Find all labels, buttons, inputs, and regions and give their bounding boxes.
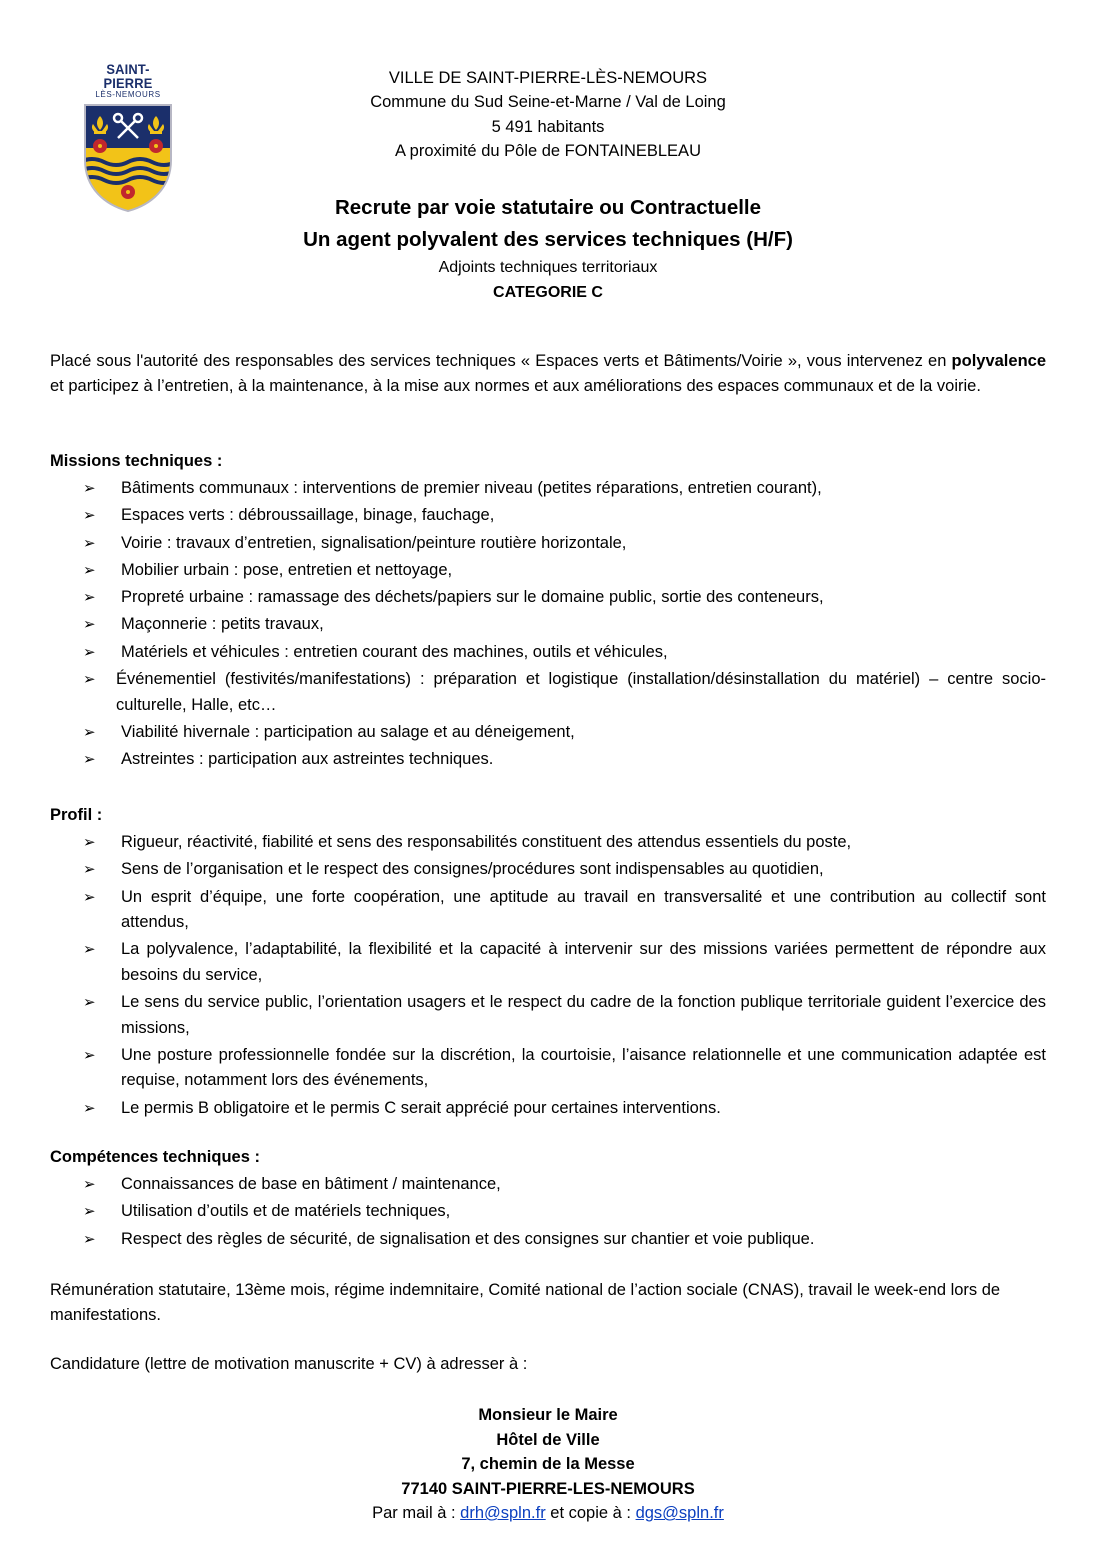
header-commune: Commune du Sud Seine-et-Marne / Val de Loing [370, 93, 726, 112]
intro-paragraph [50, 349, 1046, 399]
remuneration-paragraph: Rémunération statutaire, 13ème mois, régime indemnitaire, Comité national de l’action sociale (CNAS), travail le week-end lors de manifestations. [50, 1281, 1001, 1324]
missions-list [50, 476, 1046, 773]
drh-email-link[interactable]: drh@spln.fr [460, 1504, 546, 1522]
list-item: ➢ Le permis B obligatoire et le permis C serait apprécié pour certaines interventions. [50, 1096, 1046, 1122]
email-prefix: Par mail à : [372, 1504, 461, 1522]
list-item: ➢ Mobilier urbain : pose, entretien et nettoyage, [50, 558, 1046, 584]
list-item: ➢ Voirie : travaux d’entretien, signalisation/peinture routière horizontale, [50, 531, 1046, 557]
list-item: ➢ Maçonnerie : petits travaux, [50, 612, 1046, 638]
address-city: 77140 SAINT-PIERRE-LES-NEMOURS [401, 1479, 695, 1498]
email-middle: et copie à : [545, 1504, 636, 1522]
intro-text-1: Placé sous l'autorité des responsables des services techniques « Espaces verts et Bâtiments/Voirie », vous intervenez en [50, 352, 952, 370]
job-title: Un agent polyvalent des services techniques (H/F) [303, 228, 793, 251]
mailing-address [0, 1403, 1096, 1526]
header-town: VILLE DE SAINT-PIERRE-LÈS-NEMOURS [388, 69, 708, 87]
list-item: ➢ Un esprit d’équipe, une forte coopération, une aptitude au travail en transversalité et une contribution au collectif sont attendus, [50, 885, 1046, 936]
address-place: Hôtel de Ville [496, 1430, 600, 1449]
missions-title: Missions techniques : [50, 452, 223, 470]
recruitment-title: Recrute par voie statutaire ou Contractuelle [334, 196, 762, 219]
intro-text-2: et participez à l’entretien, à la maintenance, à la mise aux normes et aux améliorations des espaces communaux et de la voirie. [50, 377, 981, 395]
list-item: ➢ Une posture professionnelle fondée sur la discrétion, la courtoisie, l’aisance relationnelle et une communication adaptée est requise, notamment lors des événements, [50, 1043, 1046, 1094]
dgs-email-link[interactable]: dgs@spln.fr [635, 1504, 724, 1522]
email-line [0, 1501, 1096, 1526]
profile-section [50, 803, 1046, 1123]
list-item: ➢ Espaces verts : débroussaillage, binage, fauchage, [50, 503, 1046, 529]
job-grade: Adjoints techniques territoriaux [438, 259, 658, 276]
list-item: ➢ Astreintes : participation aux astreintes techniques. [50, 747, 1046, 773]
list-item: ➢ Propreté urbaine : ramassage des déchets/papiers sur le domaine public, sortie des conteneurs, [50, 585, 1046, 611]
list-item: ➢ Connaissances de base en bâtiment / maintenance, [50, 1172, 1046, 1198]
logo-town-subname: LÈS-NEMOURS [95, 90, 161, 99]
list-item: ➢ La polyvalence, l’adaptabilité, la flexibilité et la capacité à intervenir sur des missions variées permettent de répondre aux besoins du service, [50, 937, 1046, 988]
profile-title: Profil : [50, 806, 103, 824]
list-item: ➢ Sens de l’organisation et le respect des consignes/procédures sont indispensables au quotidien, [50, 857, 1046, 883]
list-item: ➢ Événementiel (festivités/manifestations) : préparation et logistique (installation/désinstallation du matériel) – centre socio-culturelle, Halle, etc… [50, 667, 1046, 718]
header-population: 5 491 habitants [491, 117, 605, 136]
header-location: A proximité du Pôle de FONTAINEBLEAU [395, 141, 701, 160]
list-item: ➢ Le sens du service public, l’orientation usagers et le respect du cadre de la fonction publique territoriale guident l’exercice des missions, [50, 990, 1046, 1041]
list-item: ➢ Utilisation d’outils et de matériels techniques, [50, 1199, 1046, 1225]
skills-title: Compétences techniques : [50, 1148, 260, 1166]
list-item: ➢ Rigueur, réactivité, fiabilité et sens des responsabilités constituent des attendus essentiels du poste, [50, 830, 1046, 856]
list-item: ➢ Respect des règles de sécurité, de signalisation et des consignes sur chantier et voie publique. [50, 1227, 1046, 1253]
list-item: ➢ Matériels et véhicules : entretien courant des machines, outils et véhicules, [50, 640, 1046, 666]
list-item: ➢ Viabilité hivernale : participation au salage et au déneigement, [50, 720, 1046, 746]
skills-list [50, 1172, 1046, 1252]
address-street: 7, chemin de la Messe [461, 1455, 635, 1473]
application-instructions: Candidature (lettre de motivation manuscrite + CV) à adresser à : [50, 1355, 528, 1373]
address-recipient: Monsieur le Maire [478, 1406, 618, 1424]
list-item: ➢ Bâtiments communaux : interventions de premier niveau (petites réparations, entretien courant), [50, 476, 1046, 502]
missions-section [50, 449, 1046, 774]
job-category: CATEGORIE C [493, 284, 603, 301]
profile-list [50, 830, 1046, 1121]
town-header [0, 66, 1096, 163]
intro-bold: polyvalence [951, 352, 1046, 370]
job-title-block [0, 192, 1096, 306]
skills-section [50, 1145, 1046, 1254]
logo-town-name: SAINT-PIERRE [103, 61, 153, 91]
